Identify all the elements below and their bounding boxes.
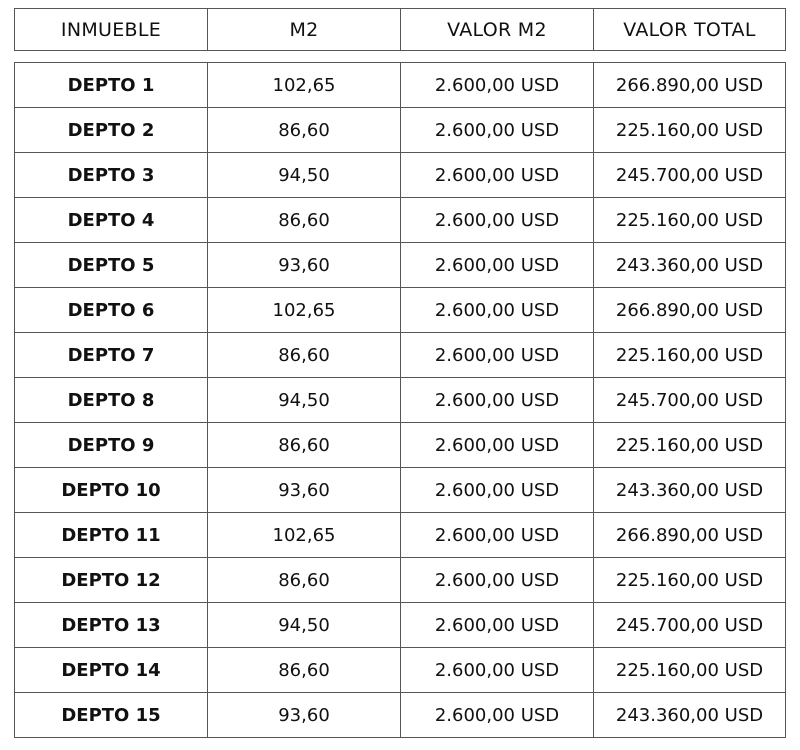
cell-m2: 86,60: [208, 108, 401, 153]
table-row: [15, 468, 786, 513]
cell-m2: 93,60: [208, 468, 401, 513]
cell-m2: 86,60: [208, 423, 401, 468]
cell-valor-m2: 2.600,00 USD: [401, 513, 594, 558]
cell-valor-total: 245.700,00 USD: [594, 153, 786, 198]
cell-inmueble: DEPTO 11: [15, 513, 208, 558]
table-row: [15, 333, 786, 378]
units-table: [14, 62, 786, 738]
table-row: [15, 513, 786, 558]
cell-inmueble: DEPTO 14: [15, 648, 208, 693]
cell-m2: 86,60: [208, 558, 401, 603]
cell-valor-m2: 2.600,00 USD: [401, 333, 594, 378]
cell-valor-total: 225.160,00 USD: [594, 423, 786, 468]
cell-m2: 94,50: [208, 153, 401, 198]
cell-valor-m2: 2.600,00 USD: [401, 198, 594, 243]
cell-inmueble: DEPTO 6: [15, 288, 208, 333]
cell-inmueble: DEPTO 12: [15, 558, 208, 603]
cell-valor-m2: 2.600,00 USD: [401, 153, 594, 198]
table-row: [15, 63, 786, 108]
cell-inmueble: DEPTO 1: [15, 63, 208, 108]
table-row: [15, 198, 786, 243]
cell-m2: 93,60: [208, 693, 401, 738]
table-row: [15, 603, 786, 648]
cell-valor-total: 243.360,00 USD: [594, 243, 786, 288]
cell-valor-m2: 2.600,00 USD: [401, 378, 594, 423]
cell-m2: 94,50: [208, 603, 401, 648]
cell-valor-total: 225.160,00 USD: [594, 333, 786, 378]
cell-valor-m2: 2.600,00 USD: [401, 558, 594, 603]
table-row: [15, 648, 786, 693]
cell-valor-m2: 2.600,00 USD: [401, 603, 594, 648]
cell-inmueble: DEPTO 7: [15, 333, 208, 378]
cell-valor-total: 243.360,00 USD: [594, 693, 786, 738]
cell-valor-m2: 2.600,00 USD: [401, 648, 594, 693]
cell-valor-m2: 2.600,00 USD: [401, 108, 594, 153]
cell-inmueble: DEPTO 9: [15, 423, 208, 468]
table-row: [15, 423, 786, 468]
table-row: [15, 378, 786, 423]
cell-valor-m2: 2.600,00 USD: [401, 468, 594, 513]
cell-m2: 86,60: [208, 333, 401, 378]
cell-valor-total: 266.890,00 USD: [594, 288, 786, 333]
cell-valor-m2: 2.600,00 USD: [401, 243, 594, 288]
cell-valor-m2: 2.600,00 USD: [401, 63, 594, 108]
cell-inmueble: DEPTO 8: [15, 378, 208, 423]
table-row: [15, 288, 786, 333]
cell-valor-m2: 2.600,00 USD: [401, 288, 594, 333]
cell-valor-total: 243.360,00 USD: [594, 468, 786, 513]
cell-m2: 86,60: [208, 648, 401, 693]
cell-inmueble: DEPTO 15: [15, 693, 208, 738]
cell-valor-m2: 2.600,00 USD: [401, 423, 594, 468]
table-row: [15, 153, 786, 198]
cell-valor-total: 266.890,00 USD: [594, 513, 786, 558]
cell-m2: 102,65: [208, 513, 401, 558]
header-m2: M2: [208, 9, 401, 51]
cell-valor-total: 225.160,00 USD: [594, 558, 786, 603]
cell-inmueble: DEPTO 3: [15, 153, 208, 198]
table-header: [14, 8, 786, 51]
header-row: [15, 9, 786, 51]
cell-valor-m2: 2.600,00 USD: [401, 693, 594, 738]
cell-valor-total: 245.700,00 USD: [594, 603, 786, 648]
table-row: [15, 558, 786, 603]
cell-m2: 102,65: [208, 288, 401, 333]
cell-m2: 94,50: [208, 378, 401, 423]
table-row: [15, 243, 786, 288]
cell-valor-total: 245.700,00 USD: [594, 378, 786, 423]
cell-valor-total: 225.160,00 USD: [594, 648, 786, 693]
header-inmueble: INMUEBLE: [15, 9, 208, 51]
cell-inmueble: DEPTO 5: [15, 243, 208, 288]
table-row: [15, 108, 786, 153]
cell-inmueble: DEPTO 13: [15, 603, 208, 648]
cell-valor-total: 266.890,00 USD: [594, 63, 786, 108]
cell-valor-total: 225.160,00 USD: [594, 108, 786, 153]
cell-m2: 93,60: [208, 243, 401, 288]
table-row: [15, 693, 786, 738]
header-valor-m2: VALOR M2: [401, 9, 594, 51]
cell-m2: 102,65: [208, 63, 401, 108]
cell-inmueble: DEPTO 10: [15, 468, 208, 513]
cell-inmueble: DEPTO 4: [15, 198, 208, 243]
cell-m2: 86,60: [208, 198, 401, 243]
cell-inmueble: DEPTO 2: [15, 108, 208, 153]
header-valor-total: VALOR TOTAL: [594, 9, 786, 51]
cell-valor-total: 225.160,00 USD: [594, 198, 786, 243]
